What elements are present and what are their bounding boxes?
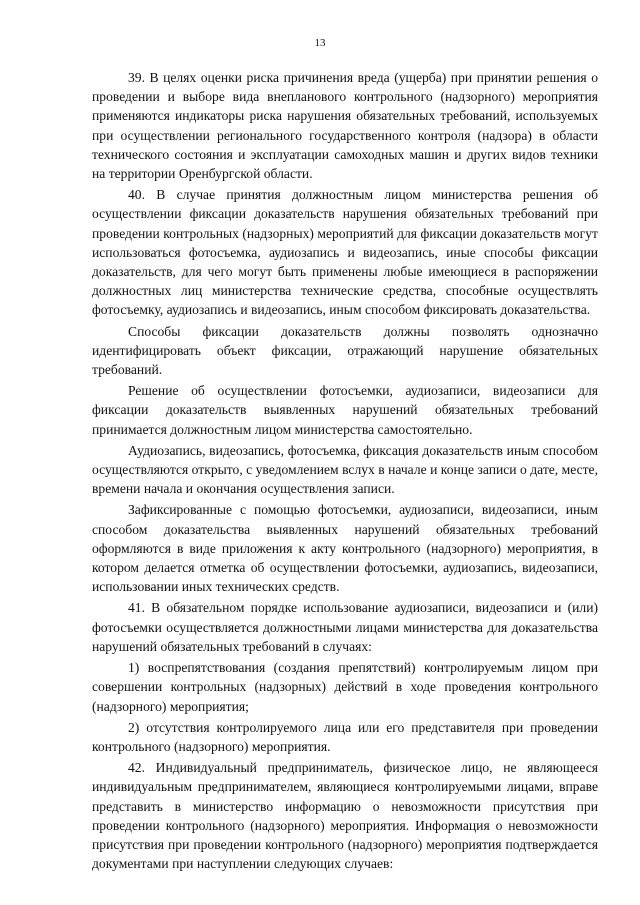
paragraph-40: 40. В случае принятия должностным лицом министерства решения об осуществлении фиксации доказательств нарушения обязательных требований при проведении контрольных (надзорных) мероприятий для фиксации доказательств могут использоваться фотосъемка, аудиозапись и видеозапись, иные способы фиксации доказательств, для чего могут быть применены любые имеющиеся в распоряжении должностных лиц министерства технические средства, способные осуществлять фотосъемку, аудиозапись и видеозапись, иным способом фиксировать доказательства. <box>92 187 598 318</box>
paragraph-39: 39. В целях оценки риска причинения вреда (ущерба) при принятии решения о проведении и выборе вида внепланового контрольного (надзорного) мероприятия применяются индикаторы риска нарушения обязательных требований, используемых при осуществлении регионального государственного контроля (надзора) в области технического состояния и эксплуатации самоходных машин и других видов техники на территории Оренбургской области. <box>92 70 598 182</box>
paragraph-41-item-1: 1) воспрепятствования (создания препятствий) контролируемым лицом при совершении контрольных (надзорных) действий в ходе проведения контрольного (надзорного) мероприятия; <box>92 660 598 714</box>
paragraph-recording-openly: Аудиозапись, видеозапись, фотосъемка, фиксация доказательств иным способом осуществляются открыто, с уведомлением вслух в начале и конце записи о дате, месте, времени начала и окончания осуществления записи. <box>92 442 598 497</box>
paragraph-41: 41. В обязательном порядке использование аудиозаписи, видеозаписи и (или) фотосъемки осуществляется должностными лицами министерства для доказательства нарушений обязательных требований в случаях: <box>92 600 598 654</box>
paragraph-fixation-methods: Способы фиксации доказательств должны позволять однозначно идентифицировать объект фиксации, отражающий нарушение обязательных требований. <box>92 323 598 378</box>
document-body <box>92 68 598 875</box>
page-number: 13 <box>314 37 326 49</box>
paragraph-decision: Решение об осуществлении фотосъемки, аудиозаписи, видеозаписи для фиксации доказательств выявленных нарушений обязательных требований принимается должностным лицом министерства самостоятельно. <box>92 383 598 437</box>
paragraph-recorded-evidence: Зафиксированные с помощью фотосъемки, аудиозаписи, видеозаписи, иным способом доказательства выявленных нарушений обязательных требований оформляются в виде приложения к акту контрольного (надзорного) мероприятия, в котором делается отметка об осуществлении фотосъемки, аудиозапись, видеозаписи, использовании иных технических средств. <box>92 502 598 595</box>
paragraph-42: 42. Индивидуальный предприниматель, физическое лицо, не являющееся индивидуальным предпринимателем, являющиеся контролируемыми лицами, вправе представить в министерство информацию о невозможности присутствия при проведении контрольного (надзорного) мероприятия. Информация о невозможности присутствия при проведении контрольного (надзорного) мероприятия подтверждается документами при наступлении следующих случаев: <box>92 760 598 872</box>
paragraph-41-item-2: 2) отсутствия контролируемого лица или его представителя при проведении контрольного (надзорного) мероприятия. <box>92 719 598 754</box>
